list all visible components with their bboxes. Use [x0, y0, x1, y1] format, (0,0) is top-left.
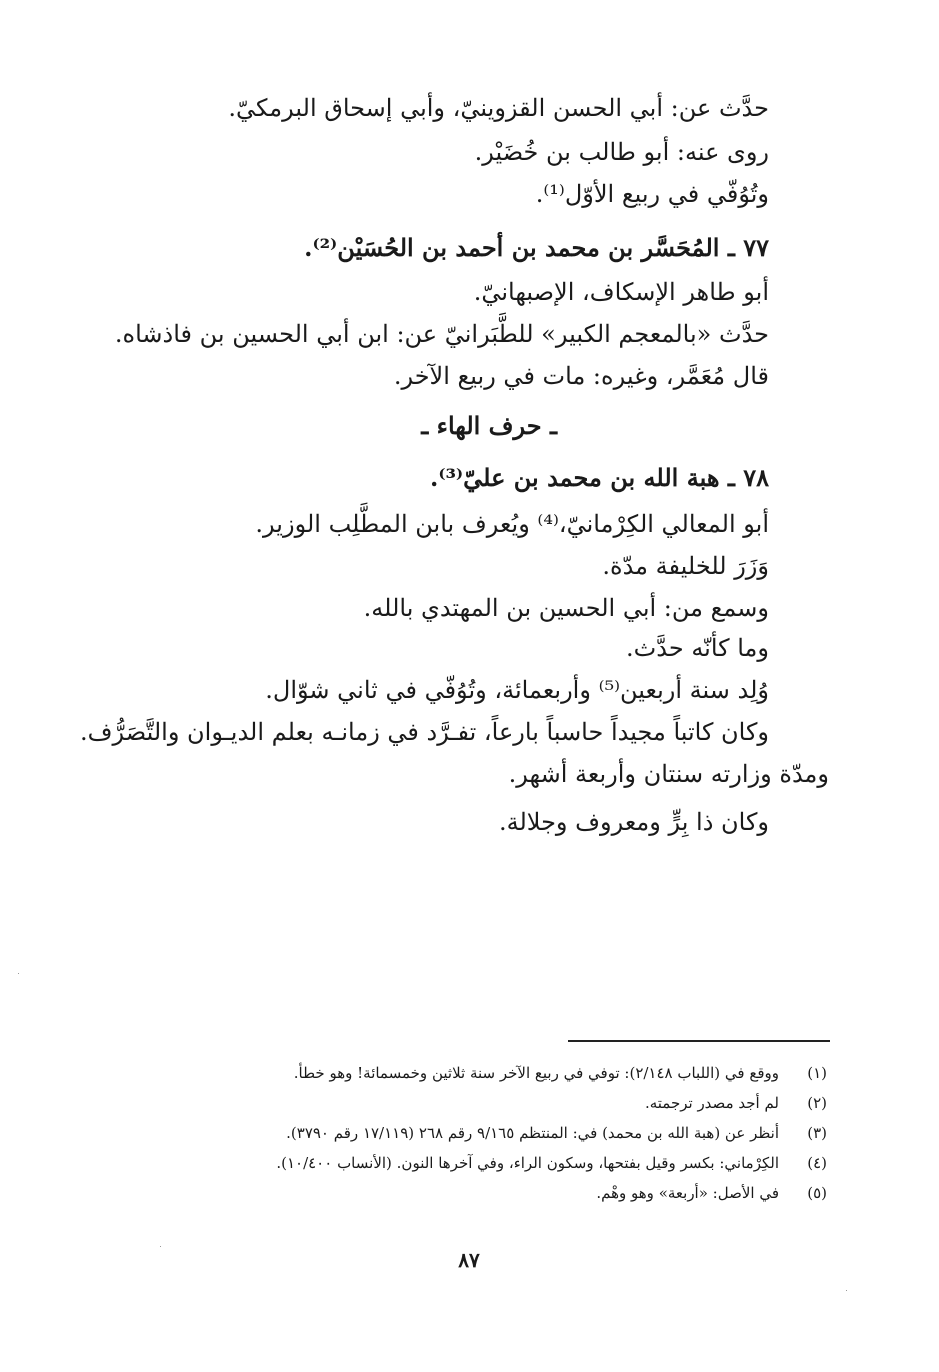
scan-speck	[846, 1290, 847, 1291]
text-line-rawa-anhu: روى عنه: أبو طالب بن خُضَيْر.	[474, 138, 769, 166]
section-heading-harf-al-ha: ـ حرف الهاء ـ	[421, 411, 557, 440]
scan-speck	[160, 1246, 161, 1247]
footnote-text: أنظر عن (هبة الله بن محمد) في: المنتظم ٩/١٦٥ رقم ٢٦٨ (١٧/١١٩ رقم ٣٧٩٠).	[286, 1124, 779, 1142]
entry-78-title: ٧٨ ـ هبة الله بن محمد بن عليّ⁽³⁾.	[429, 463, 769, 492]
footnote-number: (٤)	[807, 1154, 827, 1172]
text-line-abu-al-maali: أبو المعالي الكِرْمانيّ،⁽⁴⁾ ويُعرف بابن المطَّلِب الوزير.	[255, 510, 769, 538]
footnote-separator	[568, 1040, 830, 1042]
text-line-wama-kaannahu: وما كأنّه حدَّث.	[626, 634, 769, 662]
text-line-wulida: وُلِد سنة أربعين⁽⁵⁾ وأربعمائة، وتُوُفّي في ثاني شوّال.	[265, 676, 769, 704]
footnote-number: (٢)	[807, 1094, 827, 1112]
footnote-number: (١)	[807, 1064, 827, 1082]
text-line-wazara: وَزَرَ للخليفة مدّة.	[602, 552, 769, 580]
entry-77-title: ٧٧ ـ المُحَسَّر بن محمد بن أحمد بن الحُسَيْن⁽²⁾.	[304, 233, 769, 262]
footnote-text: في الأصل: «أربعة» وهو وهْم.	[596, 1184, 779, 1202]
text-line-kana-katiban: وكان كاتباً مجيداً حاسباً بارعاً، تفـرَّد في زمانـه بعلم الديـوان والتَّصَرُّف.	[80, 718, 769, 746]
footnote-number: (٥)	[807, 1184, 827, 1202]
text-line-hadath-an: حدَّث عن: أبي الحسن القزوينيّ، وأبي إسحاق البرمكيّ.	[228, 94, 769, 122]
text-line-qala-muammar: قال مُعَمَّر، وغيره: مات في ربيع الآخر.	[393, 362, 769, 390]
page-number: ٨٧	[458, 1248, 480, 1272]
text-line-mujam-kabir: حدَّث «بالمعجم الكبير» للطَّبَرانيّ عن: ابن أبي الحسين بن فاذشاه.	[114, 320, 769, 348]
text-line-muddat-wizaratihi: ومدّة وزارته سنتان وأربعة أشهر.	[508, 760, 829, 788]
footnote-text: الكِرْماني: بكسر وقيل بفتحها، وسكون الراء، وفي آخرها النون. (الأنساب ١٠/٤٠٠).	[276, 1154, 779, 1172]
text-line-kana-dha-birr: وكان ذا بِرٍّ ومعروف وجلالة.	[498, 808, 769, 836]
text-line-samia-min: وسمع من: أبي الحسين بن المهتدي بالله.	[363, 594, 769, 622]
text-line-death-rabi-awwal: وتُوُفّي في ربيع الأوّل⁽¹⁾.	[535, 180, 769, 208]
footnote-text: لم أجد مصدر ترجمته.	[644, 1094, 779, 1112]
scan-speck	[18, 973, 19, 974]
text-line-abu-tahir: أبو طاهر الإسكاف، الإصبهانيّ.	[473, 278, 769, 306]
footnote-text: ووقع في (اللباب ٢/١٤٨): توفي في ربيع الآخر سنة ثلاثين وخمسمائة! وهو خطأ.	[293, 1064, 779, 1082]
footnote-number: (٣)	[807, 1124, 827, 1142]
